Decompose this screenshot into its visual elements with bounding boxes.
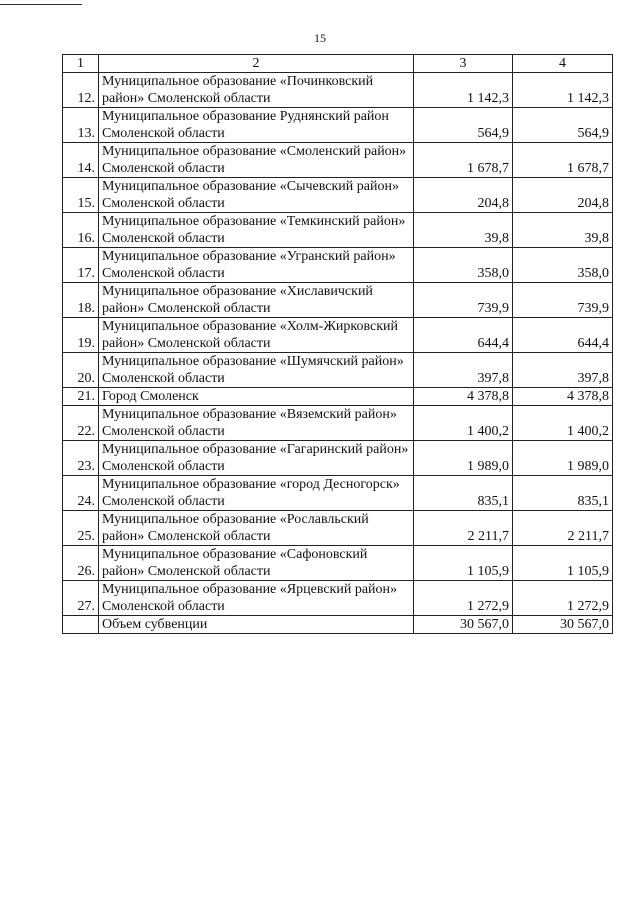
column-header-3: 3 — [414, 55, 513, 73]
municipality-name: Муниципальное образование «Шумячский район» Смоленской области — [99, 353, 414, 388]
municipality-name: Муниципальное образование «Починковский район» Смоленской области — [99, 73, 414, 108]
table-header-row — [63, 55, 613, 73]
row-number: 27. — [63, 581, 99, 616]
table-row — [63, 213, 613, 248]
table-row — [63, 388, 613, 406]
municipality-name: Муниципальное образование Руднянский район Смоленской области — [99, 108, 414, 143]
subsidy-table — [62, 54, 613, 634]
table-row — [63, 248, 613, 283]
total-label: Объем субвенции — [99, 616, 414, 634]
municipality-name: Муниципальное образование «Темкинский район» Смоленской области — [99, 213, 414, 248]
total-row — [63, 616, 613, 634]
municipality-name: Муниципальное образование «Хиславичский район» Смоленской области — [99, 283, 414, 318]
column-header-4: 4 — [513, 55, 613, 73]
value-column-3: 1 142,3 — [414, 73, 513, 108]
municipality-name: Город Смоленск — [99, 388, 414, 406]
row-number: 23. — [63, 441, 99, 476]
value-column-3: 739,9 — [414, 283, 513, 318]
value-column-4: 1 142,3 — [513, 73, 613, 108]
row-number: 18. — [63, 283, 99, 318]
value-column-3: 564,9 — [414, 108, 513, 143]
value-column-3: 358,0 — [414, 248, 513, 283]
value-column-4: 564,9 — [513, 108, 613, 143]
municipality-name: Муниципальное образование «Вяземский район» Смоленской области — [99, 406, 414, 441]
value-column-3: 4 378,8 — [414, 388, 513, 406]
row-number: 12. — [63, 73, 99, 108]
table-row — [63, 318, 613, 353]
table-row — [63, 441, 613, 476]
value-column-4: 1 989,0 — [513, 441, 613, 476]
value-column-3: 1 272,9 — [414, 581, 513, 616]
column-header-2: 2 — [99, 55, 414, 73]
row-number: 20. — [63, 353, 99, 388]
column-header-1: 1 — [63, 55, 99, 73]
subsidy-table-body — [63, 55, 613, 634]
value-column-4: 739,9 — [513, 283, 613, 318]
total-number — [63, 616, 99, 634]
value-column-4: 2 211,7 — [513, 511, 613, 546]
table-row — [63, 511, 613, 546]
value-column-4: 1 678,7 — [513, 143, 613, 178]
table-row — [63, 283, 613, 318]
value-column-4: 644,4 — [513, 318, 613, 353]
municipality-name: Муниципальное образование «Рославльский район» Смоленской области — [99, 511, 414, 546]
value-column-3: 1 400,2 — [414, 406, 513, 441]
municipality-name: Муниципальное образование «Угранский район» Смоленской области — [99, 248, 414, 283]
value-column-3: 644,4 — [414, 318, 513, 353]
page-number: 15 — [314, 31, 326, 45]
table-row — [63, 73, 613, 108]
table-row — [63, 143, 613, 178]
value-column-4: 204,8 — [513, 178, 613, 213]
table-row — [63, 581, 613, 616]
value-column-3: 1 989,0 — [414, 441, 513, 476]
municipality-name: Муниципальное образование «Ярцевский район» Смоленской области — [99, 581, 414, 616]
row-number: 26. — [63, 546, 99, 581]
value-column-4: 1 272,9 — [513, 581, 613, 616]
municipality-name: Муниципальное образование «Смоленский район» Смоленской области — [99, 143, 414, 178]
row-number: 15. — [63, 178, 99, 213]
municipality-name: Муниципальное образование «Сафоновский район» Смоленской области — [99, 546, 414, 581]
corner-rule — [0, 4, 82, 5]
row-number: 16. — [63, 213, 99, 248]
value-column-4: 397,8 — [513, 353, 613, 388]
row-number: 22. — [63, 406, 99, 441]
value-column-4: 1 400,2 — [513, 406, 613, 441]
value-column-4: 1 105,9 — [513, 546, 613, 581]
value-column-3: 835,1 — [414, 476, 513, 511]
value-column-3: 397,8 — [414, 353, 513, 388]
value-column-3: 1 105,9 — [414, 546, 513, 581]
value-column-4: 39,8 — [513, 213, 613, 248]
table-row — [63, 178, 613, 213]
table-row — [63, 353, 613, 388]
row-number: 13. — [63, 108, 99, 143]
value-column-3: 1 678,7 — [414, 143, 513, 178]
municipality-name: Муниципальное образование «Холм-Жирковский район» Смоленской области — [99, 318, 414, 353]
row-number: 19. — [63, 318, 99, 353]
total-value-column-3: 30 567,0 — [414, 616, 513, 634]
value-column-4: 358,0 — [513, 248, 613, 283]
value-column-3: 39,8 — [414, 213, 513, 248]
value-column-3: 204,8 — [414, 178, 513, 213]
total-value-column-4: 30 567,0 — [513, 616, 613, 634]
value-column-3: 2 211,7 — [414, 511, 513, 546]
table-row — [63, 546, 613, 581]
row-number: 14. — [63, 143, 99, 178]
row-number: 17. — [63, 248, 99, 283]
table-row — [63, 406, 613, 441]
table-row — [63, 108, 613, 143]
municipality-name: Муниципальное образование «Сычевский район» Смоленской области — [99, 178, 414, 213]
row-number: 21. — [63, 388, 99, 406]
value-column-4: 835,1 — [513, 476, 613, 511]
table-row — [63, 476, 613, 511]
municipality-name: Муниципальное образование «город Десногорск» Смоленской области — [99, 476, 414, 511]
municipality-name: Муниципальное образование «Гагаринский район» Смоленской области — [99, 441, 414, 476]
row-number: 25. — [63, 511, 99, 546]
value-column-4: 4 378,8 — [513, 388, 613, 406]
row-number: 24. — [63, 476, 99, 511]
